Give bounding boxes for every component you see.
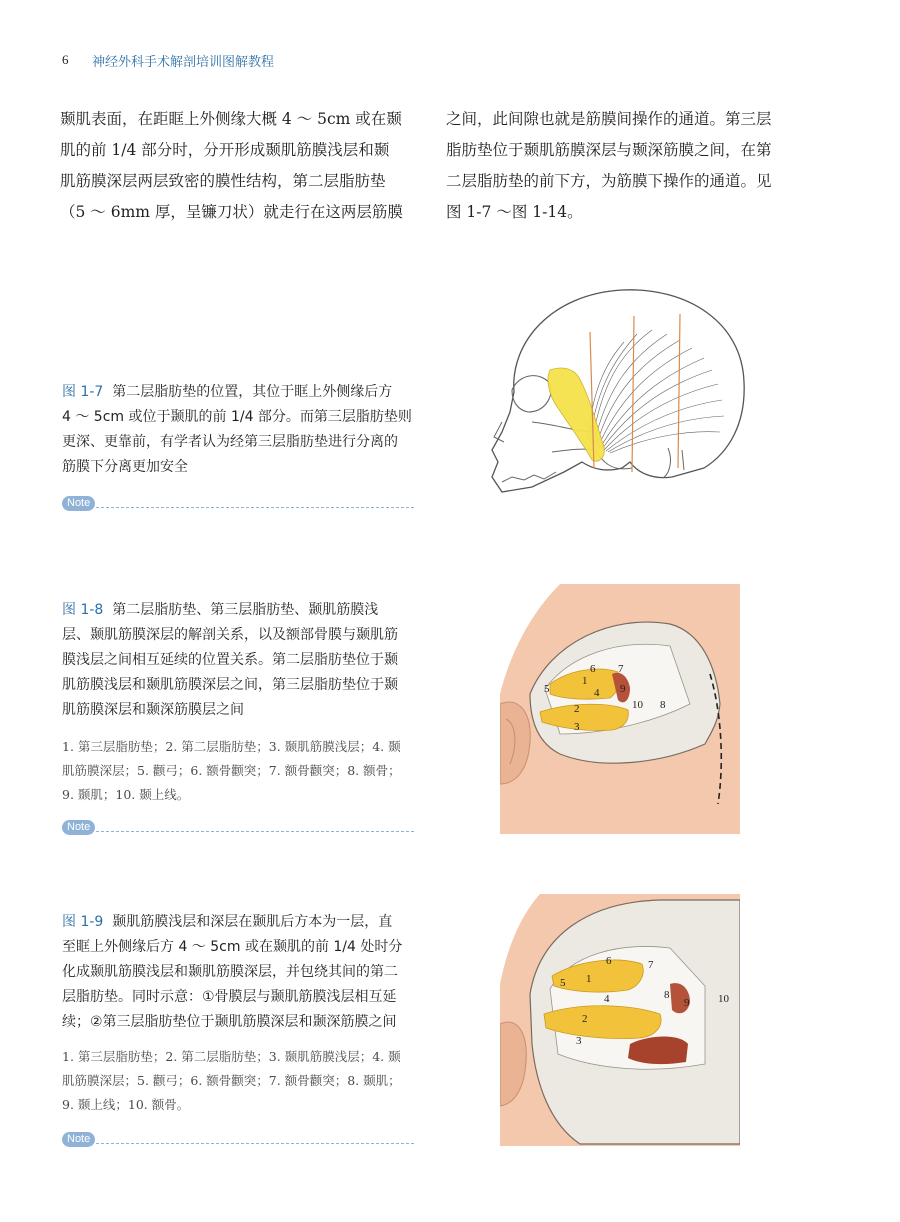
figure-1-7-image (472, 272, 764, 512)
label-2: 2 (574, 703, 580, 715)
body-text-right: 之间，此间隙也就是筋膜间操作的通道。第三层 脂肪垫位于颞肌筋膜深层与颞深筋膜之间，在第 二层脂肪垫的前下方，为筋膜下操作的通道。见 图 1-7 ～图 1-14。 (446, 110, 772, 221)
label-1: 1 (582, 675, 588, 687)
label-1: 1 (586, 973, 592, 985)
caption-text: 第二层脂肪垫、第三层脂肪垫、颞肌筋膜浅 层、颞肌筋膜深层的解剖关系，以及额部骨膜与颞肌筋 膜浅层之间相互延续的位置关系。第二层脂肪垫位于颞 肌筋膜浅层和颞肌筋膜深层之间，第三层脂肪垫位于颞 肌筋膜深层和颞深筋膜层之间 (62, 602, 398, 718)
caption-text: 颞肌筋膜浅层和深层在颞肌后方本为一层，直 至眶上外侧缘后方 4 ～ 5cm 或在颞肌的前 1/4 处时分 化成颞肌筋膜浅层和颞肌筋膜深层，并包绕其间的第二 层脂肪垫。同时示意：①骨膜层与颞肌筋膜浅层相互延 续；②第三层脂肪垫位于颞肌筋膜深层和颞深筋膜之间 (62, 914, 403, 1030)
head-dissection-illustration (500, 584, 740, 834)
label-8: 8 (660, 699, 666, 711)
figure-1-9-caption-block (62, 910, 422, 1035)
note-dashed-line (96, 1143, 414, 1144)
figure-1-7-caption (62, 380, 422, 480)
label-8: 8 (664, 989, 670, 1001)
figure-1-9-legend: 1. 第三层脂肪垫；2. 第二层脂肪垫；3. 颞肌筋膜浅层；4. 颞 肌筋膜深层；5. 颧弓；6. 额骨颧突；7. 额骨颧突；8. 颞肌； 9. 颞上线；10. 额骨。 (62, 1049, 401, 1112)
figure-1-8-caption-block (62, 598, 422, 723)
label-5: 5 (560, 977, 566, 989)
running-title: 神经外科手术解剖培训图解教程 (92, 55, 275, 70)
figure-label: 图 1-7 (62, 384, 104, 400)
note-dashed-line (96, 831, 414, 832)
label-5: 5 (544, 683, 550, 695)
note-badge: Note (62, 1132, 95, 1147)
figure-1-9-image (500, 894, 740, 1146)
caption-text: 第二层脂肪垫的位置，其位于眶上外侧缘后方 4 ～ 5cm 或位于颞肌的前 1/4 部分。而第三层脂肪垫则 更深、更靠前，有学者认为经第三层脂肪垫进行分离的 筋膜下分离更加安全 (62, 384, 412, 475)
page-number: 6 (62, 52, 69, 67)
figure-label: 图 1-8 (62, 602, 104, 618)
figure-1-8-legend: 1. 第三层脂肪垫；2. 第二层脂肪垫；3. 颞肌筋膜浅层；4. 颞 肌筋膜深层；5. 颧弓；6. 额骨颧突；7. 额骨颧突；8. 额骨； 9. 颞肌；10. 颞上线。 (62, 739, 401, 802)
label-6: 6 (606, 955, 612, 967)
figure-1-8-caption (62, 598, 422, 723)
note-row-2 (62, 820, 422, 840)
label-4: 4 (594, 687, 600, 699)
note-dashed-line (96, 507, 414, 508)
label-7: 7 (618, 663, 624, 675)
note-row-3 (62, 1132, 422, 1152)
label-7: 7 (648, 959, 654, 971)
label-10: 10 (632, 699, 643, 711)
figure-label: 图 1-9 (62, 914, 104, 930)
figure-1-8-image (500, 584, 740, 834)
head-dissection-illustration-2 (500, 894, 740, 1146)
note-row-1 (62, 496, 422, 516)
note-badge: Note (62, 496, 95, 511)
figure-1-9-caption (62, 910, 422, 1035)
label-4: 4 (604, 993, 610, 1005)
skull-illustration (472, 272, 764, 512)
label-6: 6 (590, 663, 596, 675)
label-10: 10 (718, 993, 729, 1005)
label-2: 2 (582, 1013, 588, 1025)
note-badge: Note (62, 820, 95, 835)
figure-1-7-caption-block (62, 380, 422, 480)
label-9: 9 (620, 683, 626, 695)
label-3: 3 (576, 1035, 582, 1047)
label-3: 3 (574, 721, 580, 733)
body-text-left: 颞肌表面，在距眶上外侧缘大概 4 ～ 5cm 或在颞 肌的前 1/4 部分时，分开形成颞肌筋膜浅层和颞 肌筋膜深层两层致密的膜性结构，第二层脂肪垫 （5 ～ 6mm 厚，呈镰刀状）就走行在这两层筋膜 (60, 110, 403, 221)
label-9: 9 (684, 997, 690, 1009)
